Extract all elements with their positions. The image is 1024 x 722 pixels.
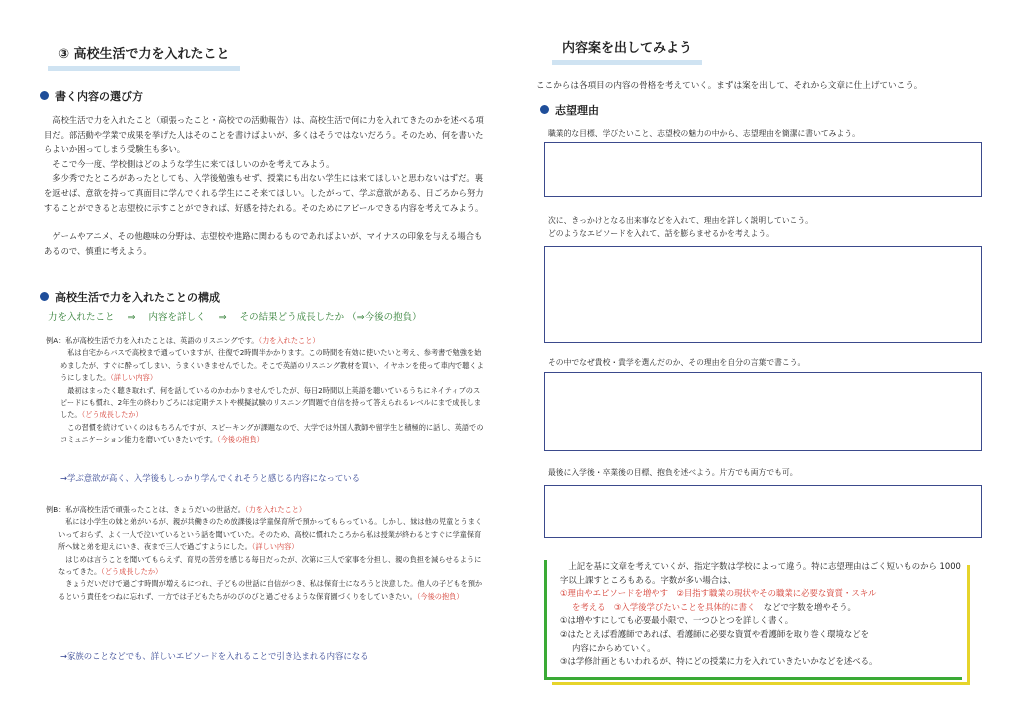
example-a-conclusion: →学ぶ意欲が高く、入学後もしっかり学んでくれそうと感じる内容になっている (60, 473, 360, 483)
text: 私は自宅からバスで高校まで通っていますが、往復で2時間半かかります。この時間を有効に使いたいと考え、参考書で勉強を始めましたが、すぐに酔ってしまい、うまくいきませんでした。そこで英語のリスニング教材を買い、イヤホンを使って車内で聴くようにしました。 (60, 348, 484, 383)
paragraph: ゲームやアニメ、その他趣味の分野は、志望校や進路に関わるものであればよいが、マイナスの印象を与える場合もあるので、慎重に考えよう。 (44, 231, 483, 256)
summary-line: ①は増やすにしても必要最小限で、一つひとつを詳しく書く。 (560, 615, 794, 626)
prompt-1: 職業的な目標、学びたいこと、志望校の魅力の中から、志望理由を簡潔に書いてみよう。 (548, 129, 860, 138)
answer-box-1[interactable] (544, 142, 982, 197)
how-to-choose-heading-text: 書く内容の選び方 (55, 90, 143, 103)
tag-label: （力を入れたこと） (245, 505, 307, 514)
answer-box-3[interactable] (544, 372, 982, 451)
prompt-4: 最後に入学後・卒業後の目標、抱負を述べよう。片方でも両方でも可。 (548, 468, 798, 477)
summary-line: 内容にからめていく。 (572, 642, 656, 653)
text: 例A：私が高校生活で力を入れたことは、英語のリスニングです。 (46, 336, 259, 345)
example-a (46, 335, 486, 447)
example-b-line (46, 578, 486, 603)
summary-line: ②はたとえば看護師であれば、看護師に必要な資質や看護師を取り巻く環境などを (560, 628, 870, 639)
tag-label: （詳しい内容） (251, 542, 299, 552)
example-b (46, 504, 486, 603)
section-title-right: 内容案を出してみよう (552, 37, 702, 65)
reason-heading (540, 102, 599, 118)
text: などで字数を増やそう。 (755, 601, 856, 612)
reason-heading-text: 志望理由 (555, 104, 599, 117)
summary-red-line: ①理由やエピソードを増やす ②目指す職業の現状やその職業に必要な資質・スキル (560, 588, 877, 599)
green-bar-decoration (544, 560, 547, 680)
example-b-line (46, 516, 486, 553)
example-a-line (46, 347, 486, 384)
flow-step: 力を入れたこと (48, 312, 115, 323)
flow-arrow: ⇒ (218, 312, 227, 323)
example-b-conclusion: →家族のことなどでも、詳しいエピソードを入れることで引き込まれる内容になる (60, 651, 369, 661)
answer-box-4[interactable] (544, 485, 982, 538)
yellow-bar-decoration (967, 565, 970, 685)
text: この習慣を続けていくのはもちろんですが、スピーキングが課題なので、大学では外国人教師や留学生と積極的に話し、英語でのコミュニケーション能力を磨いていきたいです。 (60, 422, 484, 445)
prompt-2 (548, 214, 988, 240)
tag-label: （今後の抱負） (416, 591, 464, 601)
tag-label: （どう成長したか） (81, 410, 143, 420)
section-title-left: ③ 高校生活で力を入れたこと (48, 43, 240, 71)
bullet-dot-icon (540, 105, 549, 114)
summary-line (560, 601, 964, 615)
summary-line: ③は学修計画ともいわれるが、特にどの授業に力を入れていきたいかなどを述べる。 (560, 656, 878, 667)
paragraph: 高校生活で力を入れたこと（頑張ったこと・高校での活動報告）は、高校生活で何に力を入れてきたのかを述べる項目だ。部活動や学業で成果を挙げた人はそのことを書けばよいが、多くはそうではないだろう。そのため、何を書いたらよいか困ってしまう受験生も多い。 (44, 115, 484, 155)
example-a-intro (46, 335, 486, 347)
prompt-2-line: 次に、きっかけとなる出来事などを入れて、理由を詳しく説明していこう。 (548, 216, 813, 225)
text: 私には小学生の妹と弟がいるが、親が共働きのため放課後は学童保育所で預かってもらっている。しかし、妹は他の児童とうまくいっておらず、よく一人で泣いているという話を聞いていた。そのため、高校に慣れたころから私は授業が終わるとすぐに学童保育所へ妹と弟を迎えにいき、夜まで三人で過ごすようにした。 (58, 517, 483, 552)
summary-text: 上記を基に文章を考えていくが、指定字数は学校によって違う。特に志望理由はごく短いものから 1000 字以上課すところもある。字数が多い場合は、 (560, 561, 961, 585)
example-b-intro (46, 504, 486, 516)
summary-box (560, 560, 964, 669)
text: きょうだいだけで過ごす時間が増えるにつれ、子どもの世話に自信がつき、私は保育士になろうと決意した。他人の子どもを預かるという責任をつねに忘れず、一方では子どもたちがのびのびと過ごせるような保育園づくりをしていきたい。 (58, 579, 483, 601)
how-to-choose-body (44, 113, 488, 258)
tag-label: （どう成長したか） (101, 567, 163, 577)
tag-label: （今後の抱負） (217, 435, 264, 445)
answer-box-2[interactable] (544, 246, 982, 343)
text: はじめは言うことを聞いてもらえず、育児の苦労を感じる毎日だったが、次第に三人で家事を分担し、親の負担を減らせるようになってきた。 (58, 554, 482, 577)
right-intro: ここからは各項目の内容の骨格を考えていく。まずは案を出して、それから文章に仕上げていこう。 (536, 81, 923, 91)
prompt-3: その中でなぜ貴校・貴学を選んだのか、その理由を自分の言葉で書こう。 (548, 358, 806, 367)
paragraph: そこで今一度、学校側はどのような学生に来てほしいのかを考えてみよう。 (52, 158, 335, 169)
text: 最初はまったく聴き取れず、何を話しているのかわかりませんでしたが、毎日2時間以上英語を聴いているうちにネイティブのスピードにも慣れ、2年生の終わりごろには定期テストや模擬試験のリスニング問題で自信を持って答えられるレベルにまで成長しました。 (60, 385, 482, 420)
yellow-bar-decoration (552, 682, 970, 685)
text: 例B：私が高校生活で頑張ったことは、きょうだいの世話だ。 (46, 505, 245, 514)
flow-step: 内容を詳しく (148, 312, 206, 323)
structure-heading-text: 高校生活で力を入れたことの構成 (55, 291, 220, 304)
tag-label: （詳しい内容） (110, 373, 158, 383)
summary-red-text: を考える ③入学後学びたいことを具体的に書く (572, 601, 756, 612)
prompt-2-line: どのようなエピソードを入れて、話を膨らませるかを考えよう。 (548, 229, 774, 238)
example-a-line (46, 385, 486, 422)
example-b-line (46, 554, 486, 579)
tag-label: （力を入れたこと） (258, 336, 320, 345)
paragraph: 多少秀でたところがあったとしても、入学後勉強もせず、授業にも出ない学生には来てほしいと思わないはずだ。裏を返せば、意欲を持って真面目に学んでくれる学生にこそ来てほしい。したがって、学ぶ意欲がある、日ごろから努力することができると志望校に示すことができれば、好感を持たれる。そのためにアピールできる内容を考えてみよう。 (44, 173, 484, 213)
structure-heading (40, 289, 220, 305)
green-bar-decoration (544, 677, 962, 680)
bullet-dot-icon (40, 292, 49, 301)
structure-flow (48, 309, 432, 323)
bullet-dot-icon (40, 91, 49, 100)
flow-step: その結果どう成長したか （⇒今後の抱負） (239, 312, 422, 323)
example-a-line (46, 422, 486, 447)
how-to-choose-heading (40, 88, 143, 104)
flow-arrow: ⇒ (127, 312, 136, 323)
